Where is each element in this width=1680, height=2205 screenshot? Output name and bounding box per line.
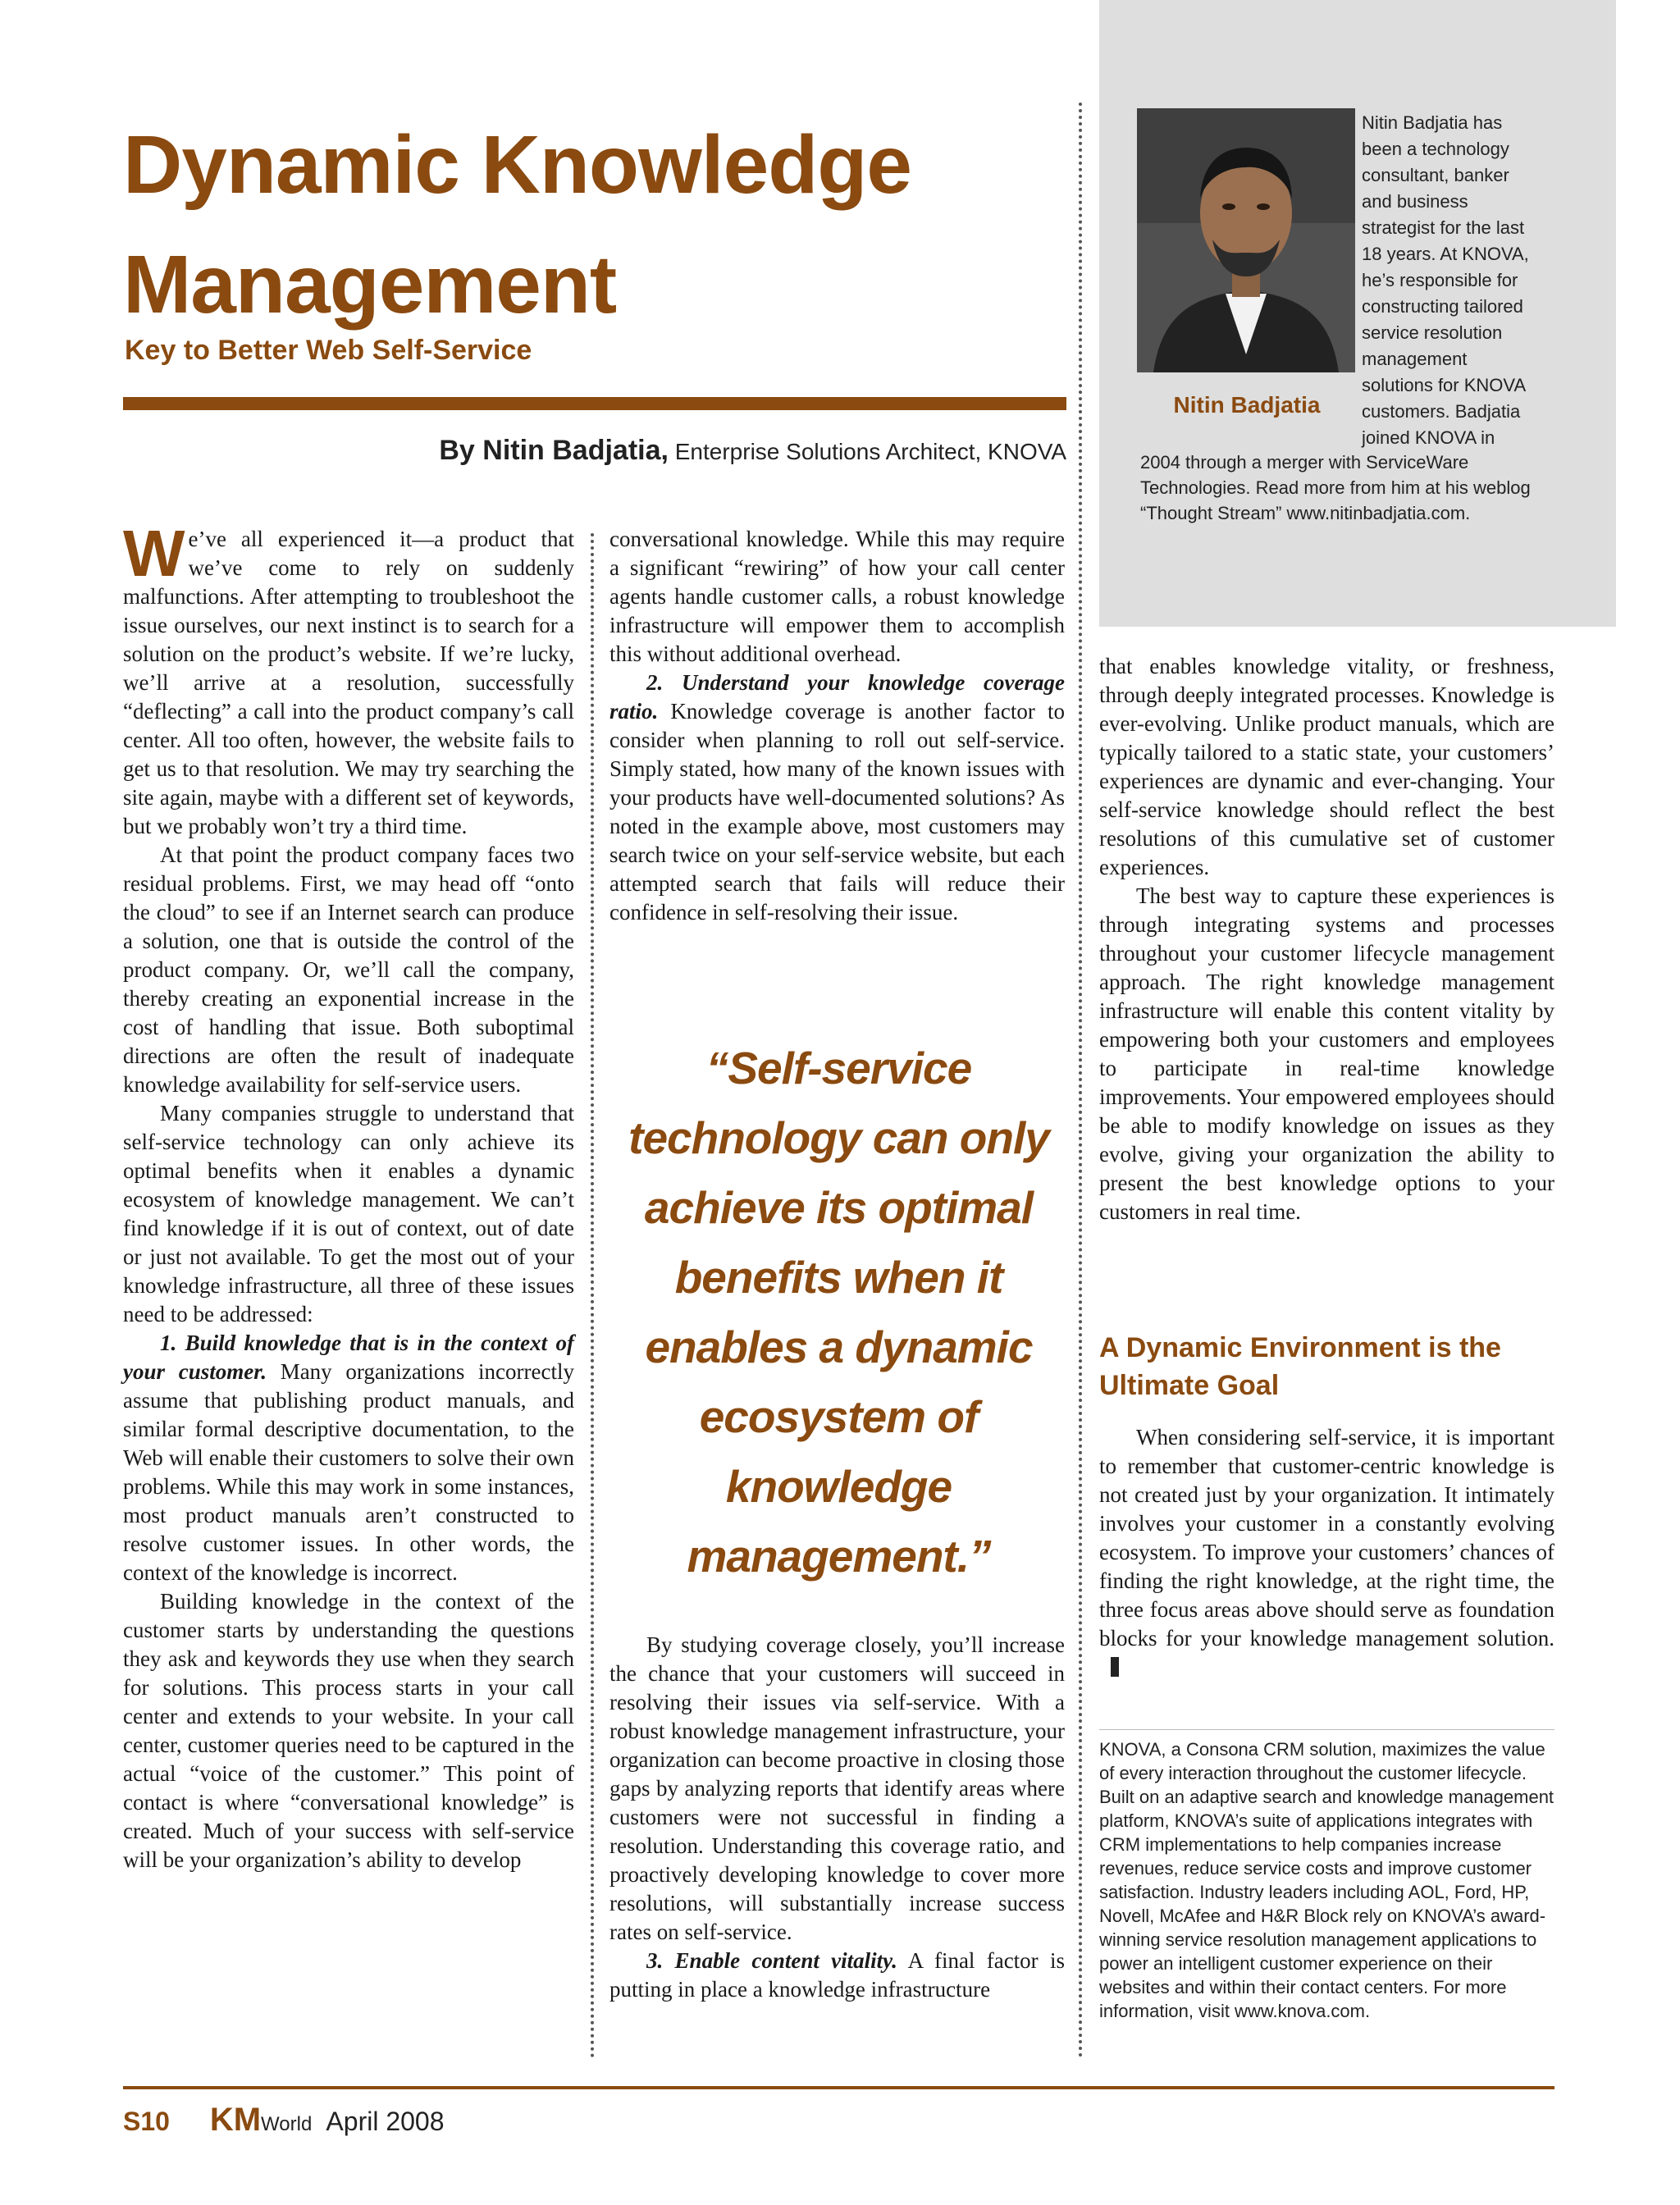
- paragraph: At that point the product company faces two residual problems. First, we may head off “onto the cloud” to see if an Internet search can produce a solution, one that is outside the control of the product company. Or, we’ll call the company, thereby creating an exponential increase in the cost of handling that issue. Both suboptimal directions are often the result of inadequate knowledge availability for self-service users.: [123, 842, 574, 1097]
- page-number: S10: [123, 2107, 170, 2136]
- paragraph: Building knowledge in the context of the customer starts by understanding the questions they ask and keywords they use when they search for solutions. This process starts in your call center and extends to your website. In your call center, customer queries need to be captured in the actual “voice of the customer.” This point of contact is where “conversational knowledge” is created. Much of your success with self-service will be your organization’s ability to develop: [123, 1589, 574, 1872]
- body-column-2-bottom: [609, 1631, 1065, 2004]
- byline-role: Enterprise Solutions Architect, KNOVA: [674, 439, 1066, 464]
- drop-cap: W: [123, 517, 185, 590]
- column-divider-1: [591, 533, 594, 2059]
- paragraph-text: When considering self-service, it is important to remember that customer-centric knowledge is not created just by your organization. It intimately involves your customer in a constantly evolving ecosystem. To improve your customers’ chances of finding the right knowledge, at the right time, the three focus areas above should serve as foundation blocks for your knowledge management solution.: [1099, 1425, 1554, 1650]
- column-divider-2: [1079, 103, 1082, 2059]
- paragraph: Many companies struggle to understand that self-service technology can only achieve its optimal benefits when it enables a dynamic ecosystem of knowledge management. We can’t find knowledge if it is out of context, out of date or just not available. To get the most out of your knowledge infrastructure, all three of these issues need to be addressed:: [123, 1101, 574, 1326]
- paragraph-text: e’ve all experienced it—a product that we’ve come to rely on suddenly malfunctions. After attempting to troubleshoot the issue ourselves, our next instinct is to search for a solution on the product’s website. If we’re lucky, we’ll arrive at a resolution, successfully “deflecting” a call into the product company’s call center. All too often, however, the website fails to get us to that resolution. We may try searching the site again, maybe with a different set of keywords, but we probably won’t try a third time.: [123, 527, 574, 838]
- point-2-lead: 2. Understand your knowledge coverage ratio.: [609, 670, 1065, 724]
- body-column-1: [123, 517, 574, 1874]
- author-portrait-image: [1137, 108, 1355, 372]
- body-column-2-top: [609, 525, 1065, 927]
- paragraph-text: A final factor is putting in place a knowledge infrastructure: [609, 1948, 1065, 2002]
- paragraph: By studying coverage closely, you’ll increase the chance that your customers will succeed in resolving their issues via self-service. With a robust knowledge management infrastructure, your organization can become proactive in closing those gaps by analyzing reports that identify areas where customers were not successful in finding a resolution. Understanding this coverage ratio, and proactively developing knowledge to cover more resolutions, will substantially increase success rates on self-service.: [609, 1632, 1065, 1944]
- page-footer: [123, 2102, 445, 2139]
- issue-date: April 2008: [326, 2107, 445, 2136]
- author-bio-part-2: 2004 through a merger with ServiceWare Technologies. Read more from him at his weblog “Thought Stream” www.nitinbadjatia.com.: [1140, 452, 1531, 523]
- magazine-logo-world: World: [261, 2113, 313, 2135]
- author-bio-part-1: Nitin Badjatia has been a technology consultant, banker and business strategist for the last 18 years. At KNOVA, he’s responsible for constructing tailored service resolution management solutions for KNOVA customers. Badjatia joined KNOVA in: [1362, 112, 1529, 448]
- paragraph-text: Knowledge coverage is another factor to consider when planning to roll out self-service. Simply stated, how many of the known issues with your products have well-documented solutions? As noted in the example above, most customers may search twice on your self-service website, but each attempted search that fails will reduce their confidence in self-resolving their issue.: [609, 699, 1065, 924]
- title-line-1: Dynamic Knowledge: [123, 119, 911, 211]
- paragraph: The best way to capture these experiences is through integrating systems and processes throughout your customer lifecycle management approach. The right knowledge management infrastructure will enable this content vitality by empowering both your customers and employees to participate in real-time knowledge improvements. Your empowered employees should be able to modify knowledge on issues as they evolve, giving your organization the ability to present the best knowledge options to your customers in real time.: [1099, 883, 1554, 1224]
- paragraph: conversational knowledge. While this may require a significant “rewiring” of how your call center agents handle customer calls, a robust knowledge infrastructure will empower them to accomplish this without additional overhead.: [609, 527, 1065, 666]
- paragraph-text: Many organizations incorrectly assume that publishing product manuals, and similar formal descriptive documentation, to the Web will enable their customers to solve their own problems. While this may work in some instances, most product manuals aren’t constructed to resolve customer issues. In other words, the context of the knowledge is incorrect.: [123, 1359, 574, 1585]
- paragraph: [123, 517, 574, 841]
- point-1-lead: 1. Build knowledge that is in the context of your customer.: [123, 1331, 574, 1384]
- paragraph: [609, 669, 1065, 927]
- boilerplate-divider: [1099, 1729, 1554, 1730]
- section-heading: A Dynamic Environment is the Ultimate Goal: [1099, 1332, 1501, 1401]
- article-title: [123, 105, 1066, 345]
- author-photo: [1137, 108, 1355, 372]
- pull-quote: “Self-service technology can only achieve its optimal benefits when it enables a dynamic ecosystem of knowledge management.”: [628, 1043, 1049, 1582]
- footer-rule: [123, 2086, 1554, 2089]
- byline-name: By Nitin Badjatia,: [439, 435, 669, 466]
- title-rule: [123, 397, 1066, 410]
- paragraph: [1099, 1423, 1554, 1682]
- paragraph: [609, 1947, 1065, 2004]
- body-column-3-top: [1099, 652, 1554, 1226]
- point-3-lead: 3. Enable content vitality.: [646, 1948, 897, 1973]
- title-line-2: Management: [123, 239, 617, 331]
- paragraph: that enables knowledge vitality, or freshness, through deeply integrated processes. Knowledge is ever-evolving. Unlike product manuals, which are typically tailored to a static state, your customers’ experiences are dynamic and ever-changing. Your self-service knowledge should reflect the best resolutions of this cumulative set of customer experiences.: [1099, 654, 1554, 879]
- end-of-article-mark: [1111, 1657, 1119, 1677]
- byline: [123, 435, 1066, 467]
- article-subtitle: Key to Better Web Self-Service: [125, 335, 532, 366]
- body-column-3-bottom: [1099, 1423, 1554, 1682]
- paragraph: [123, 1329, 574, 1587]
- author-photo-caption: Nitin Badjatia: [1173, 392, 1321, 418]
- company-boilerplate: KNOVA, a Consona CRM solution, maximizes the value of every interaction throughout the customer lifecycle. Built on an adaptive search and knowledge management platform, KNOVA’s suite of applications integrates with CRM implementations to help companies increase revenues, reduce service costs and improve customer satisfaction. Industry leaders including AOL, Ford, HP, Novell, McAfee and H&R Block rely on KNOVA’s award-winning service resolution management applications to power an intelligent customer experience on their websites and within their contact centers. For more information, visit www.knova.com.: [1099, 1739, 1554, 2021]
- magazine-logo-km: KM: [209, 2102, 262, 2138]
